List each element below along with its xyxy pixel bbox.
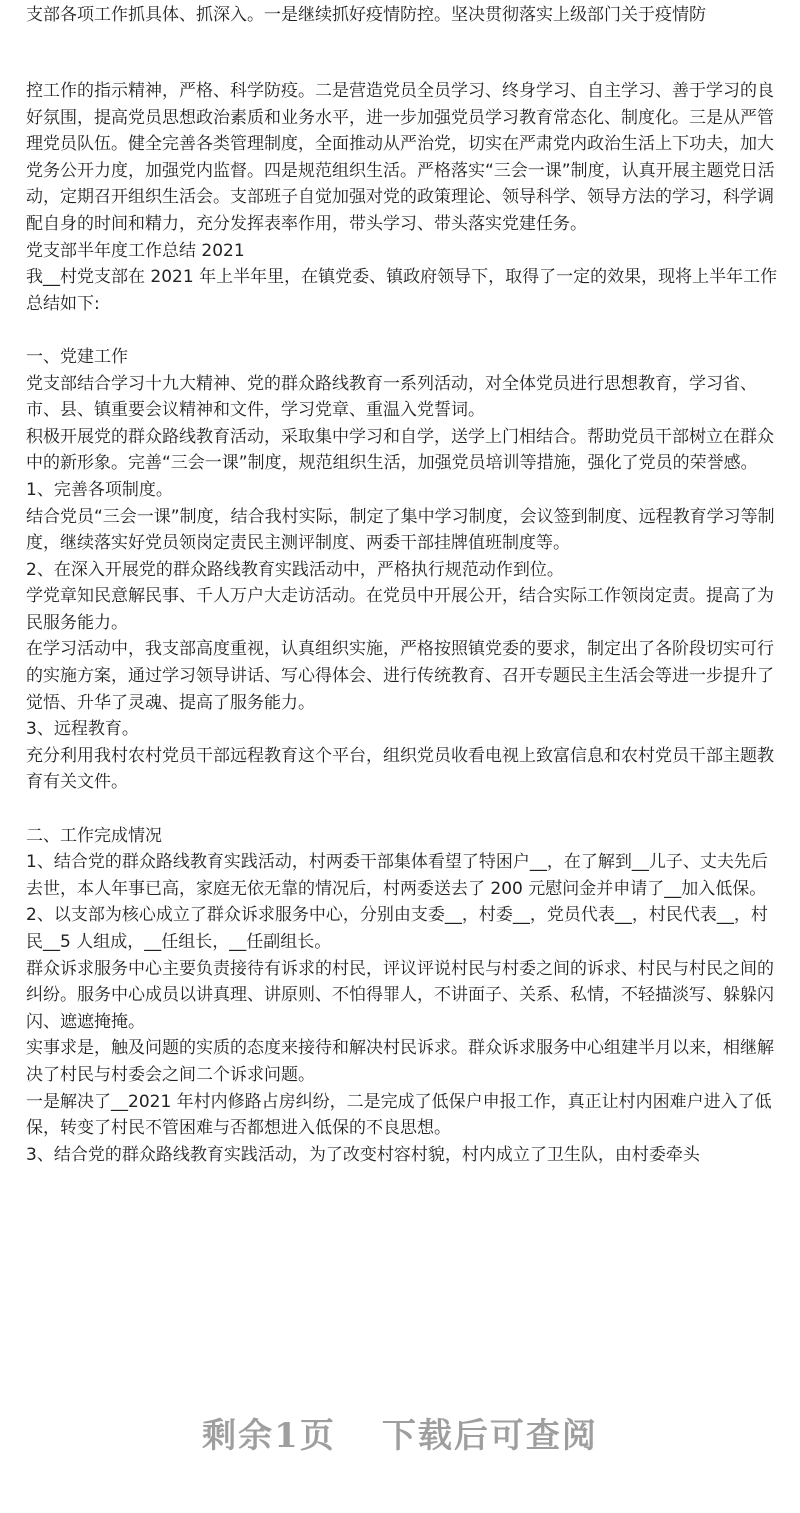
top-line-text: 支部各项工作抓具体、抓深入。一是继续抓好疫情防控。坚决贯彻落实上级部门关于疫情防 xyxy=(26,5,706,25)
paragraph: 2、以支部为核心成立了群众诉求服务中心，分别由支委__，村委__，党员代表__，村民代表__，村民__5 人组成，__任组长，__任副组长。 xyxy=(26,905,768,952)
subheading: 1、完善各项制度。 xyxy=(26,479,173,500)
subheading: 3、远程教育。 xyxy=(26,719,139,740)
download-hint-label: 下载后可查阅 xyxy=(381,1416,598,1456)
document-body xyxy=(26,78,778,1168)
paragraph: 学党章知民意解民事、千人万户大走访活动。在党员中开展公开，结合实际工作领岗定责。提高了为民服务能力。 xyxy=(26,586,774,633)
remaining-pages-label: 剩余1页 xyxy=(202,1416,336,1456)
paragraph: 一是解决了__2021 年村内修路占房纠纷，二是完成了低保户申报工作，真正让村内困难户进入了低保，转变了村民不管困难与否都想进入低保的不良思想。 xyxy=(26,1091,772,1139)
paragraph: 积极开展党的群众路线教育活动，采取集中学习和自学，送学上门相结合。帮助党员干部树立在群众中的新形象。完善“三会一课”制度，规范组织生活，加强党员培训等措施，强化了党员的荣誉感。 xyxy=(26,426,774,474)
blank-line xyxy=(26,796,778,823)
paragraph: 党支部结合学习十九大精神、党的群众路线教育一系列活动，对全体党员进行思想教育，学习省、市、县、镇重要会议精神和文件，学习党章、重温入党誓词。 xyxy=(26,373,757,421)
paragraph-intro-continued: 控工作的指示精神，严格、科学防疫。二是营造党员全员学习、终身学习、自主学习、善于学习的良好氛围，提高党员思想政治素质和业务水平，进一步加强党员学习教育常态化、制度化。三是从严管理党员队伍。健全完善各类管理制度，全面推动从严治党，切实在严肃党内政治生活上下功夫，加大党务公开力度，加强党内监督。四是规范组织生活。严格落实“三会一课”制度，认真开展主题党日活动，定期召开组织生活会。支部班子自觉加强对党的政策理论、领导科学、领导方法的学习，科学调配自身的时间和精力，充分发挥表率作用，带头学习、带头落实党建任务。 xyxy=(26,81,775,234)
paragraph: 群众诉求服务中心主要负责接待有诉求的村民，评议评说村民与村委之间的诉求、村民与村民之间的纠纷。服务中心成员以讲真理、讲原则、不怕得罪人，不讲面子、关系、私情，不轻描淡写、躲躲闪闪、遮遮掩掩。 xyxy=(26,958,774,1032)
paragraph-truncated: 3、结合党的群众路线教育实践活动，为了改变村容村貌，村内成立了卫生队，由村委牵头 xyxy=(26,1144,700,1165)
paragraph: 结合党员“三会一课”制度，结合我村实际，制定了集中学习制度，会议签到制度、远程教育学习等制度，继续落实好党员领岗定责民主测评制度、两委干部挂牌值班制度等。 xyxy=(26,506,775,554)
subheading: 2、在深入开展党的群众路线教育实践活动中，严格执行规范动作到位。 xyxy=(26,559,564,580)
blank-line xyxy=(26,317,778,344)
paragraph: 在学习活动中，我支部高度重视，认真组织实施，严格按照镇党委的要求，制定出了各阶段切实可行的实施方案，通过学习领导讲话、写心得体会、进行传统教育、召开专题民主生活会等进一步提升了觉悟、升华了灵魂、提高了服务能力。 xyxy=(26,639,774,713)
download-prompt[interactable] xyxy=(0,1408,800,1457)
section-heading-party-building: 一、党建工作 xyxy=(26,346,128,367)
document-top-line xyxy=(26,2,778,29)
paragraph-opening: 我__村党支部在 2021 年上半年里，在镇党委、镇政府领导下，取得了一定的效果，现将上半年工作总结如下: xyxy=(26,267,778,314)
paragraph: 充分利用我村农村党员干部远程教育这个平台，组织党员收看电视上致富信息和农村党员干部主题教育有关文件。 xyxy=(26,745,774,793)
section-heading-work-completion: 二、工作完成情况 xyxy=(26,825,162,846)
paragraph: 1、结合党的群众路线教育实践活动，村两委干部集体看望了特困户__，在了解到__儿子、丈夫先后去世，本人年事已高，家庭无依无靠的情况后，村两委送去了 200 元慰问金并申请了__加入低保。 xyxy=(26,852,768,899)
paragraph: 实事求是，触及问题的实质的态度来接待和解决村民诉求。群众诉求服务中心组建半月以来，相继解决了村民与村委会之间二个诉求问题。 xyxy=(26,1038,774,1085)
document-title: 党支部半年度工作总结 2021 xyxy=(26,240,245,261)
